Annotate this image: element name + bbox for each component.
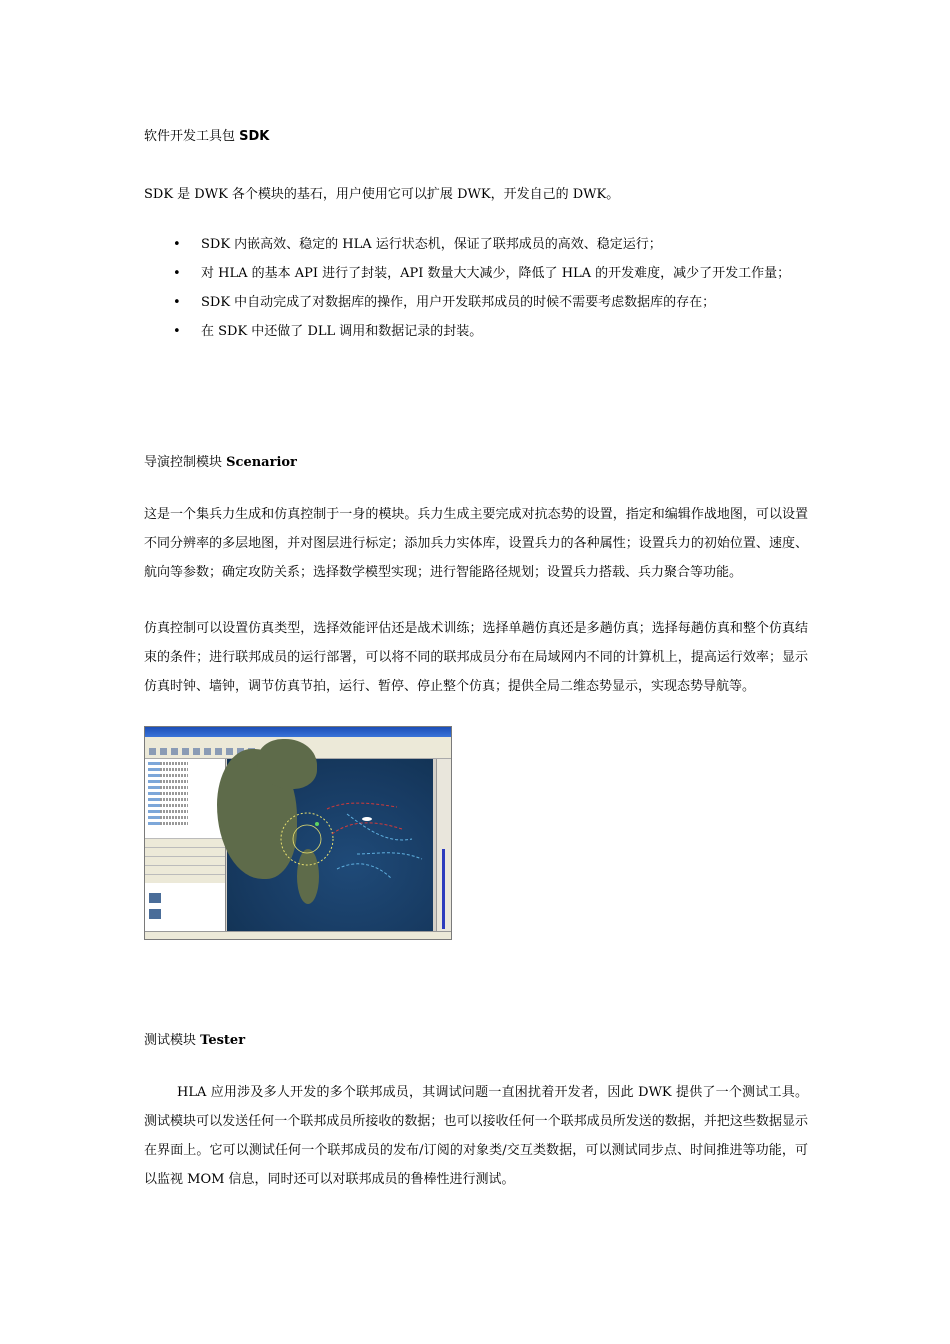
- tester-heading-cn: 测试模块: [144, 1033, 201, 1048]
- scenario-heading-en: Scenarior: [226, 455, 297, 470]
- list-item: • SDK 内嵌高效、稳定的 HLA 运行状态机，保证了联邦成员的高效、稳定运行；: [144, 230, 808, 259]
- list-item: • 对 HLA 的基本 API 进行了封装，API 数量大大减少，降低了 HLA 的开发难度，减少了开发工作量；: [144, 259, 808, 288]
- scenario-screenshot: [144, 726, 452, 940]
- ship-icon: [149, 893, 161, 903]
- toolbar-icon: [160, 748, 167, 755]
- screenshot-panel-row: [145, 865, 225, 874]
- screenshot-panel-row: [145, 847, 225, 856]
- sdk-intro: SDK 是 DWK 各个模块的基石，用户使用它可以扩展 DWK，开发自己的 DWK。: [144, 187, 620, 202]
- track-red: [332, 823, 402, 834]
- sdk-heading: [144, 122, 269, 151]
- toolbar-icon: [193, 748, 200, 755]
- bullet-icon: •: [173, 324, 181, 339]
- screenshot-scrollbar: [436, 759, 451, 934]
- tester-heading: [144, 1026, 245, 1055]
- scenario-heading-cn: 导演控制模块: [144, 455, 227, 470]
- bullet-icon: •: [173, 237, 181, 252]
- toolbar-icon: [182, 748, 189, 755]
- toolbar-icon: [226, 748, 233, 755]
- tester-heading-en: Tester: [200, 1033, 246, 1048]
- toolbar-icon: [171, 748, 178, 755]
- toolbar-icon: [149, 748, 156, 755]
- scenario-paragraph-1: 这是一个集兵力生成和仿真控制于一身的模块。兵力生成主要完成对抗态势的设置，指定和编辑作战地图，可以设置不同分辨率的多层地图，并对图层进行标定；添加兵力实体库，设置兵力的各种属性；设置兵力的初始位置、速度、航向等参数；确定攻防关系；选择数学模型实现；进行智能路径规划；设置兵力搭载、兵力聚合等功能。: [144, 507, 808, 580]
- sdk-bullet-list: [144, 230, 808, 346]
- screenshot-panel-row: [145, 856, 225, 865]
- list-item: • 在 SDK 中还做了 DLL 调用和数据记录的封装。: [144, 317, 808, 346]
- screenshot-palette: [145, 883, 225, 923]
- screenshot-titlebar: [145, 727, 451, 737]
- track-blue: [337, 864, 392, 879]
- screenshot-tree-panel: [145, 759, 226, 939]
- track-blue: [347, 814, 412, 840]
- toolbar-icon: [215, 748, 222, 755]
- radar-ring-inner: [293, 825, 321, 853]
- list-item: • SDK 中自动完成了对数据库的操作，用户开发联邦成员的时候不需要考虑数据库的存在；: [144, 288, 808, 317]
- radar-ring: [281, 813, 333, 865]
- tester-paragraph: HLA 应用涉及多人开发的多个联邦成员，其调试问题一直困扰着开发者，因此 DWK 提供了一个测试工具。测试模块可以发送任何一个联邦成员所接收的数据；也可以接收任何一个联邦成员所发送的数据，并把这些数据显示在界面上。它可以测试任何一个联邦成员的发布/订阅的对象类/交互类数据，可以测试同步点、时间推进等功能，可以监视 MOM 信息，同时还可以对联邦成员的鲁棒性进行测试。: [144, 1085, 808, 1187]
- aircraft-icon: [149, 909, 161, 919]
- bullet-icon: •: [173, 295, 181, 310]
- sdk-heading-en: SDK: [239, 129, 270, 144]
- bullet-icon: •: [173, 266, 181, 281]
- scenario-heading: [144, 448, 297, 477]
- scenario-paragraph-2: 仿真控制可以设置仿真类型，选择效能评估还是战术训练；选择单趟仿真还是多趟仿真；选择每趟仿真和整个仿真结束的条件；进行联邦成员的运行部署，可以将不同的联邦成员分布在局域网内不同的计算机上，提高运行效率；显示仿真时钟、墙钟，调节仿真节拍，运行、暂停、停止整个仿真；提供全局二维态势显示，实现态势导航等。: [144, 621, 808, 694]
- map-overlay: [227, 759, 433, 934]
- screenshot-panel-row: [145, 838, 225, 847]
- track-red: [327, 803, 397, 809]
- screenshot-statusbar: [145, 931, 452, 939]
- toolbar-icon: [204, 748, 211, 755]
- unit-marker: [315, 822, 319, 826]
- sdk-heading-cn: 软件开发工具包: [144, 129, 240, 144]
- screenshot-panel-row: [145, 874, 225, 883]
- track-blue: [357, 853, 422, 859]
- unit-marker: [362, 817, 372, 821]
- screenshot-tree: [145, 759, 225, 838]
- screenshot-map: [227, 759, 433, 934]
